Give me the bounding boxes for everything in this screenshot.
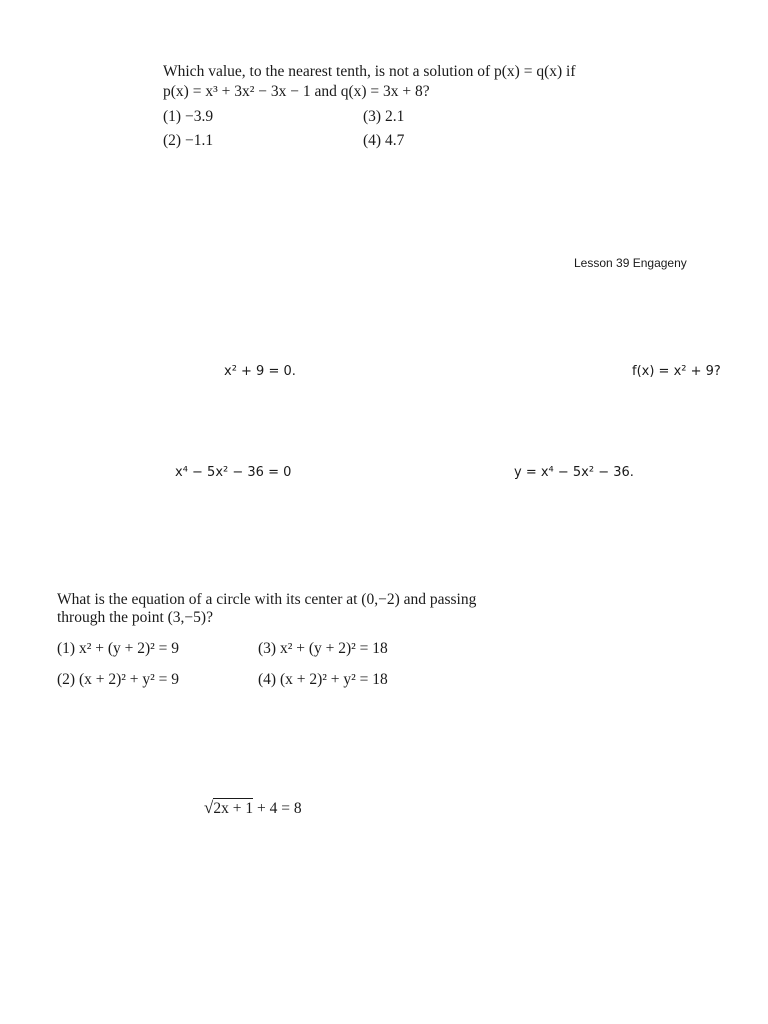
lesson-label: Lesson 39 Engageny <box>574 256 687 270</box>
function-y-quartic: y = x⁴ − 5x² − 36. <box>514 465 634 480</box>
question-1-choice-2: (2) −1.1 <box>163 132 214 149</box>
function-f-of-x: f(x) = x² + 9? <box>632 364 721 379</box>
question-1-choice-4: (4) 4.7 <box>363 132 405 149</box>
radicand: 2x + 1 <box>213 800 254 817</box>
equation-quartic: x⁴ − 5x² − 36 = 0 <box>175 465 292 480</box>
question-2-choice-4: (4) (x + 2)² + y² = 18 <box>258 671 388 688</box>
radical-equation-rest: + 4 = 8 <box>253 800 302 817</box>
question-1-choice-3: (3) 2.1 <box>363 108 405 125</box>
question-2-choice-2: (2) (x + 2)² + y² = 9 <box>57 671 180 688</box>
radical-equation <box>204 798 302 818</box>
question-2-line-1: What is the equation of a circle with its center at (0,−2) and passing <box>57 591 477 608</box>
equation-x-squared-plus-9: x² + 9 = 0. <box>224 364 296 379</box>
question-2-line-2: through the point (3,−5)? <box>57 609 213 626</box>
question-1-line-1: Which value, to the nearest tenth, is not a solution of p(x) = q(x) if <box>163 63 576 80</box>
radical-sign: √ <box>204 798 214 817</box>
question-1-choice-1: (1) −3.9 <box>163 108 214 125</box>
question-1-line-2: p(x) = x³ + 3x² − 3x − 1 and q(x) = 3x + 8? <box>163 83 430 100</box>
question-2-choice-3: (3) x² + (y + 2)² = 18 <box>258 640 388 657</box>
question-2-choice-1: (1) x² + (y + 2)² = 9 <box>57 640 180 657</box>
